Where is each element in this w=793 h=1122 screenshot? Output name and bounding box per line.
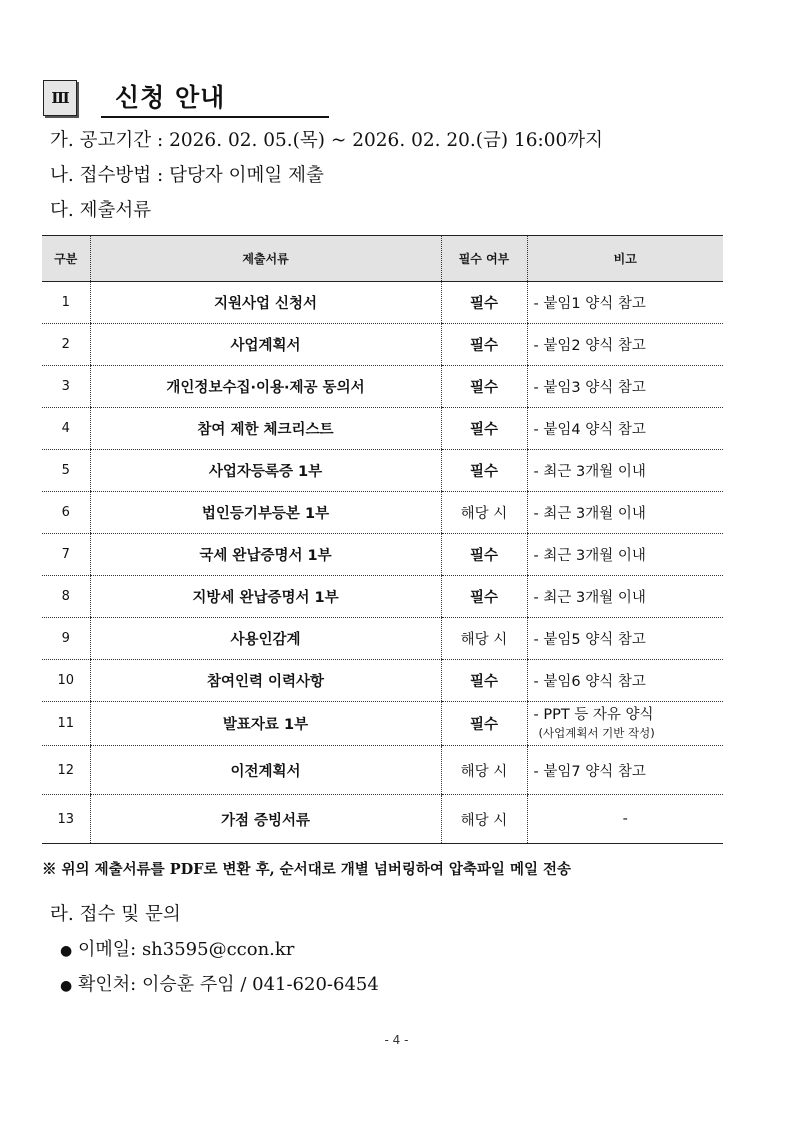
table-row <box>42 618 723 660</box>
row-number: 6 <box>42 492 90 534</box>
header-document: 제출서류 <box>90 236 441 282</box>
required-status: 해당 시 <box>441 492 527 534</box>
table-row <box>42 450 723 492</box>
table-row <box>42 408 723 450</box>
required-status: 필수 <box>441 282 527 324</box>
document-name: 사업계획서 <box>90 324 441 366</box>
document-note-main: - PPT 등 자유 양식 <box>533 706 654 723</box>
document-name: 국세 완납증명서 1부 <box>90 534 441 576</box>
required-status: 필수 <box>441 702 527 746</box>
document-name: 발표자료 1부 <box>90 702 441 746</box>
required-status: 해당 시 <box>441 618 527 660</box>
document-name: 참여인력 이력사항 <box>90 660 441 702</box>
table-row <box>42 324 723 366</box>
document-name: 가점 증빙서류 <box>90 795 441 844</box>
table-row <box>42 534 723 576</box>
row-number: 8 <box>42 576 90 618</box>
row-number: 5 <box>42 450 90 492</box>
documents-table <box>42 235 723 844</box>
row-number: 4 <box>42 408 90 450</box>
bullet-dot-icon: ● <box>60 978 73 994</box>
contact-person: 확인처: 이승훈 주임 / 041-620-6454 <box>78 974 379 995</box>
document-note: - 최근 3개월 이내 <box>527 576 723 618</box>
document-note: - 붙임7 양식 참고 <box>527 746 723 795</box>
required-status: 해당 시 <box>441 746 527 795</box>
document-note: - 최근 3개월 이내 <box>527 534 723 576</box>
required-status: 필수 <box>441 324 527 366</box>
section-number-box: Ⅲ <box>43 80 77 116</box>
row-number: 12 <box>42 746 90 795</box>
document-name: 개인정보수집·이용·제공 동의서 <box>90 366 441 408</box>
page-number: - 4 - <box>384 1033 409 1047</box>
table-row <box>42 702 723 746</box>
document-note-sub: (사업계획서 기반 작성) <box>538 725 655 740</box>
section-header <box>43 80 343 124</box>
bullet-dot-icon: ● <box>60 943 73 959</box>
required-status: 필수 <box>441 366 527 408</box>
document-note: - 붙임5 양식 참고 <box>527 618 723 660</box>
row-number: 9 <box>42 618 90 660</box>
document-name: 법인등기부등본 1부 <box>90 492 441 534</box>
row-number: 10 <box>42 660 90 702</box>
contact-email: 이메일: sh3595@ccon.kr <box>78 939 295 960</box>
table-row <box>42 492 723 534</box>
table-row <box>42 576 723 618</box>
row-number: 1 <box>42 282 90 324</box>
document-name: 사용인감계 <box>90 618 441 660</box>
contact-heading: 라. 접수 및 문의 <box>50 904 181 925</box>
header-note: 비고 <box>527 236 723 282</box>
application-period: 가. 공고기간 : 2026. 02. 05.(목) ~ 2026. 02. 20.(금) 16:00까지 <box>50 130 604 151</box>
row-number: 11 <box>42 702 90 746</box>
document-name: 참여 제한 체크리스트 <box>90 408 441 450</box>
row-number: 2 <box>42 324 90 366</box>
document-note: - 붙임2 양식 참고 <box>527 324 723 366</box>
row-number: 3 <box>42 366 90 408</box>
table-row <box>42 366 723 408</box>
row-number: 7 <box>42 534 90 576</box>
document-note: - 붙임1 양식 참고 <box>527 282 723 324</box>
required-status: 필수 <box>441 408 527 450</box>
table-row <box>42 795 723 844</box>
row-number: 13 <box>42 795 90 844</box>
document-name: 이전계획서 <box>90 746 441 795</box>
required-status: 필수 <box>441 660 527 702</box>
section-title: 신청 안내 <box>101 80 329 118</box>
submission-method: 나. 접수방법 : 담당자 이메일 제출 <box>50 165 324 186</box>
document-name: 지원사업 신청서 <box>90 282 441 324</box>
contact-email-item <box>60 938 294 963</box>
header-required: 필수 여부 <box>441 236 527 282</box>
required-status: 필수 <box>441 576 527 618</box>
required-status: 해당 시 <box>441 795 527 844</box>
required-status: 필수 <box>441 534 527 576</box>
document-note: - 붙임6 양식 참고 <box>527 660 723 702</box>
submission-remark: ※ 위의 제출서류를 PDF로 변환 후, 순서대로 개별 넘버링하여 압축파일 메일 전송 <box>42 861 572 878</box>
document-note: - 붙임4 양식 참고 <box>527 408 723 450</box>
documents-heading: 다. 제출서류 <box>50 200 152 221</box>
document-note: - 최근 3개월 이내 <box>527 450 723 492</box>
document-note <box>527 702 723 746</box>
document-name: 지방세 완납증명서 1부 <box>90 576 441 618</box>
table-row <box>42 282 723 324</box>
document-note: - <box>527 795 723 844</box>
table-header-row <box>42 236 723 282</box>
contact-person-item <box>60 973 379 998</box>
required-status: 필수 <box>441 450 527 492</box>
document-note: - 붙임3 양식 참고 <box>527 366 723 408</box>
document-note: - 최근 3개월 이내 <box>527 492 723 534</box>
table-row <box>42 746 723 795</box>
table-row <box>42 660 723 702</box>
document-name: 사업자등록증 1부 <box>90 450 441 492</box>
header-category: 구분 <box>42 236 90 282</box>
